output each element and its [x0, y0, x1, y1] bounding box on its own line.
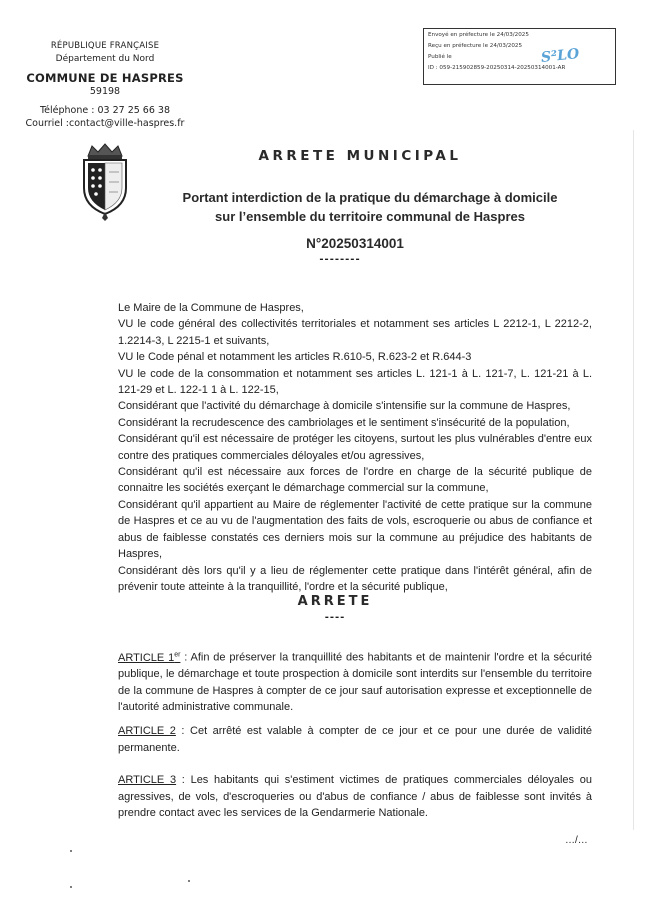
commune-header [20, 40, 190, 130]
scan-speck [188, 880, 190, 882]
document-title: ARRETE MUNICIPAL [258, 148, 462, 164]
preamble [118, 300, 592, 595]
article-label: ARTICLE 2 [118, 725, 176, 737]
scan-speck [70, 886, 72, 888]
preamble-paragraph: VU le code de la consommation et notamment ses articles L. 121-1 à L. 121-7, L. 121-21 à L. 121-29 et L. 122-1 1 à L. 122-15, [118, 367, 592, 397]
article-1 [118, 647, 592, 716]
postal-code: 59198 [89, 86, 121, 97]
article-text: : Cet arrêté est valable à compter de ce jour et ce pour une durée de validité permanente. [118, 725, 593, 754]
stamp-sent-date: Envoyé en préfecture le 24/03/2025 [428, 32, 529, 38]
preamble-paragraph: VU le Code pénal et notamment les articles R.610-5, R.623-2 et R.644-3 [118, 351, 472, 364]
scan-edge-line [633, 130, 634, 830]
preamble-paragraph: Considérant qu'il appartient au Maire de réglementer l'activité de cette pratique sur la commune de Haspres et ce au vu de l'augmentation des faits de vols, escroquerie ou abus de confiance et abus de faiblesse constatés ces derniers mois sur la commune au préjudice des habitants de Haspres, [118, 498, 592, 561]
prefecture-stamp [423, 28, 616, 85]
preamble-paragraph: Considérant que l'activité du démarchage à domicile s'intensifie sur la commune de Haspres, [118, 400, 571, 413]
email-address: Courriel :contact@ville-haspres.fr [25, 118, 185, 129]
decree-number: N°20250314001 [306, 236, 404, 251]
article-label: ARTICLE 1er [118, 651, 181, 664]
stamp-published: Publié le [428, 54, 452, 60]
article-label: ARTICLE 3 [118, 774, 177, 786]
article-2 [118, 723, 592, 756]
preamble-paragraph: Considérant dès lors qu'il y a lieu de réglementer cette pratique dans l'intérêt général, afin de prévenir toute atteinte à la tranquillité, l'ordre et la sécurité publique, [118, 564, 592, 593]
phone-number: Téléphone : 03 27 25 66 38 [39, 105, 170, 116]
continuation-mark: …/… [565, 835, 588, 846]
preamble-paragraph: Le Maire de la Commune de Haspres, [118, 302, 304, 314]
coat-of-arms-icon [76, 142, 134, 222]
stamp-id: ID : 059-215902859-20250314-20250314001-AR [428, 65, 566, 71]
preamble-paragraph: VU le code général des collectivités territoriales et notamment ses articles L 2212-1, L 2212-2, 1.2214-3, L 2215-1 et suivants, [118, 318, 592, 347]
stamp-received-date: Reçu en préfecture le 24/03/2025 [428, 43, 523, 49]
scan-speck [70, 850, 72, 852]
subtitle-line-2: sur l’ensemble du territoire communal de Haspres [215, 209, 525, 224]
commune-name: COMMUNE DE HASPRES [26, 71, 184, 85]
article-3 [118, 772, 592, 822]
number-separator: -------- [319, 254, 361, 265]
stamp-signature-mark: S²LO [540, 46, 581, 66]
preamble-paragraph: Considérant la recrudescence des cambriolages et le sentiment s'insécurité de la population, [118, 416, 570, 429]
article-text: : Afin de préserver la tranquillité des habitants et de maintenir l'ordre et la sécurité publique, le démarchage et toute prospection à domicile sont interdits sur l'ensemble du territoire de la commune de Haspres à compter de ce jour sauf autorisation expresse et exceptionnelle de l'autorité administrative communale. [118, 651, 592, 714]
preamble-paragraph: Considérant qu'il est nécessaire aux forces de l'ordre en charge de la sécurité publique de connaitre les sociétés exerçant le démarchage commercial sur la commune, [118, 466, 592, 495]
subtitle-line-1: Portant interdiction de la pratique du démarchage à domicile [182, 190, 558, 205]
preamble-paragraph: Considérant qu'il est nécessaire de protéger les citoyens, surtout les plus vulnérables d'entre eux contre des pratiques commerciales déloyales et/ou agressives, [118, 433, 592, 462]
article-text: : Les habitants qui s'estiment victimes de pratiques commerciales déloyales ou agressives, de vols, d'escroqueries ou d'abus de confiance / abus de faiblesse sont invités à prendre contact avec les services de la Gendarmerie Nationale. [118, 774, 592, 820]
decision-title: ARRETE [297, 594, 373, 609]
document-subtitle [160, 188, 580, 226]
republic-label: RÉPUBLIQUE FRANÇAISE [50, 41, 160, 51]
decision-separator: ---- [324, 612, 346, 623]
department-label: Département du Nord [55, 54, 155, 64]
